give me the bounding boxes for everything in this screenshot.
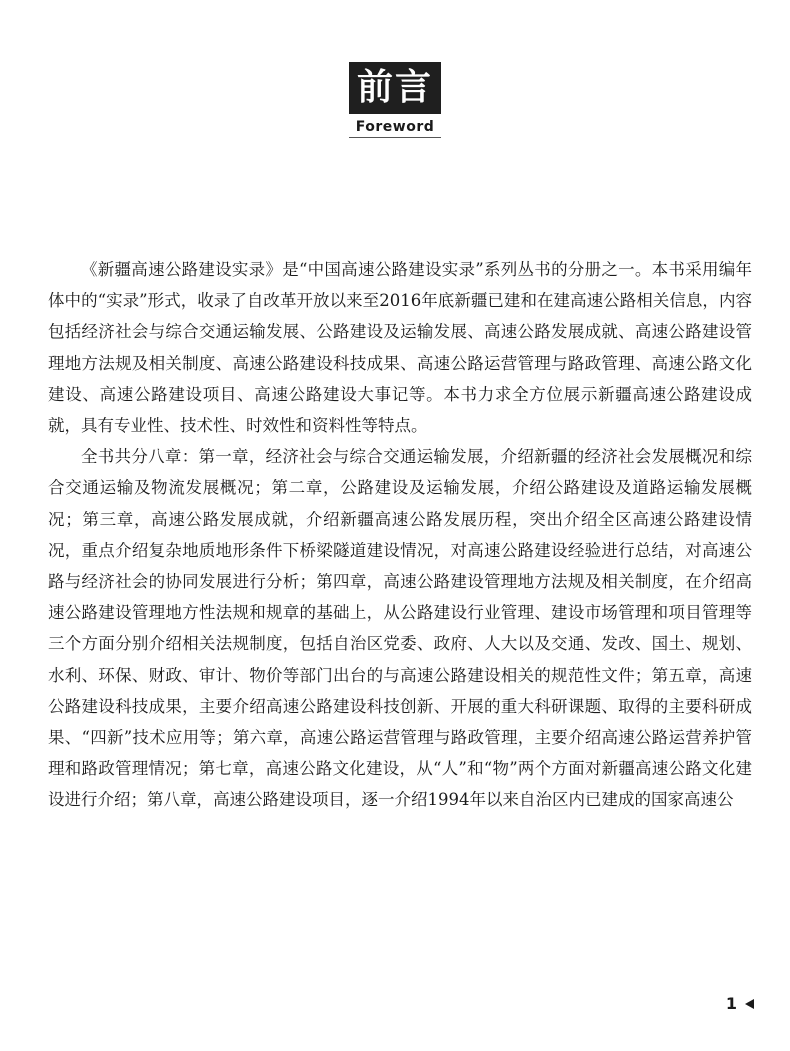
arrow-left-icon: [745, 999, 754, 1009]
paragraph-chapters: 全书共分八章：第一章，经济社会与综合交通运输发展，介绍新疆的经济社会发展概况和综合交通运输及物流发展概况；第二章，公路建设及运输发展，介绍公路建设及道路运输发展概况；第三章，高速公路发展成就，介绍新疆高速公路发展历程，突出介绍全区高速公路建设情况，重点介绍复杂地质地形条件下桥梁隧道建设情况，对高速公路建设经验进行总结，对高速公路与经济社会的协同发展进行分析；第四章，高速公路建设管理地方法规及相关制度，在介绍高速公路建设管理地方性法规和规章的基础上，从公路建设行业管理、建设市场管理和项目管理等三个方面分别介绍相关法规制度，包括自治区党委、政府、人大以及交通、发改、国土、规划、水利、环保、财政、审计、物价等部门出台的与高速公路建设相关的规范性文件；第五章，高速公路建设科技成果，主要介绍高速公路建设科技创新、开展的重大科研课题、取得的主要科研成果、“四新”技术应用等；第六章，高速公路运营管理与路政管理，主要介绍高速公路运营养护管理和路政管理情况；第七章，高速公路文化建设，从“人”和“物”两个方面对新疆高速公路文化建设进行介绍；第八章，高速公路建设项目，逐一介绍1994年以来自治区内已建成的国家高速公: [48, 447, 752, 810]
paragraph-intro: 《新疆高速公路建设实录》是“中国高速公路建设实录”系列丛书的分册之一。本书采用编年体中的“实录”形式，收录了自改革开放以来至2016年底新疆已建和在建高速公路相关信息，内容包括经济社会与综合交通运输发展、公路建设及运输发展、高速公路发展成就、高速公路建设管理地方法规及相关制度、高速公路建设科技成果、高速公路运营管理与路政管理、高速公路文化建设、高速公路建设项目、高速公路建设大事记等。本书力求全方位展示新疆高速公路建设成就，具有专业性、技术性、时效性和资料性等特点。: [48, 260, 752, 436]
chapter-heading: [349, 62, 441, 138]
page-footer: [726, 994, 754, 1013]
chapter-subtitle: Foreword: [355, 119, 435, 135]
body-text: [48, 254, 752, 816]
page-number: 1: [725, 994, 737, 1013]
subtitle-underline: [349, 137, 441, 138]
chapter-title: 前言: [349, 62, 441, 114]
